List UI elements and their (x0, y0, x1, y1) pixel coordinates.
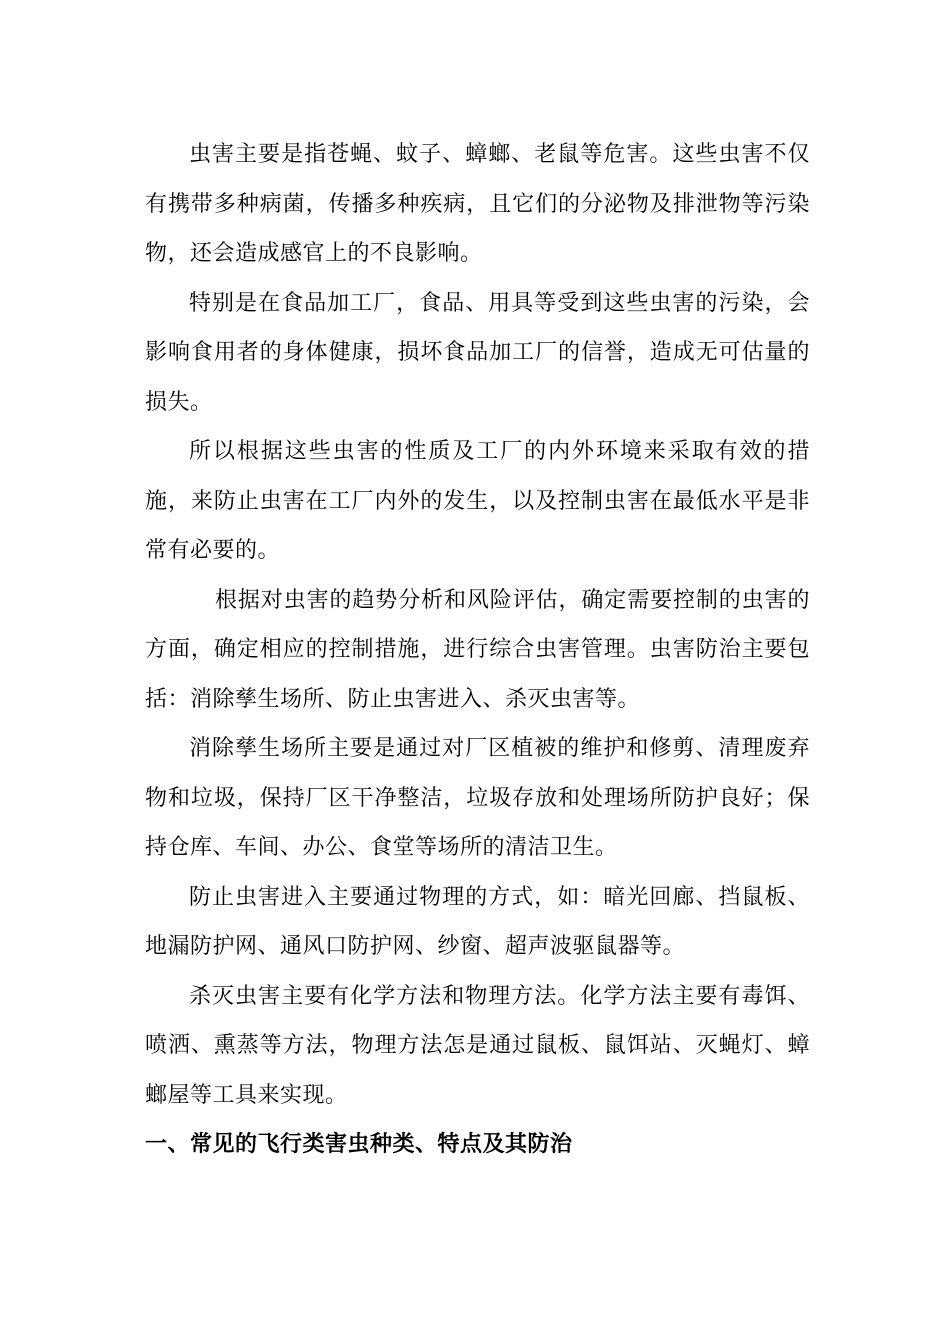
section-heading: 一、常见的飞行类害虫种类、特点及其防治 (145, 1132, 573, 1157)
paragraph-integrated-management: 根据对虫害的趋势分析和风险评估，确定需要控制的虫害的方面，确定相应的控制措施，进行综合虫害管理。虫害防治主要包括：消除孳生场所、防止虫害进入、杀灭虫害等。 (145, 587, 810, 712)
document-page (145, 130, 810, 1170)
paragraph-food-factory-impact: 特别是在食品加工厂，食品、用具等受到这些虫害的污染，会影响食用者的身体健康，损坏食品加工厂的信誉，造成无可估量的损失。 (145, 290, 810, 415)
paragraph-extermination-methods: 杀灭虫害主要有化学方法和物理方法。化学方法主要有毒饵、喷洒、熏蒸等方法，物理方法怎是通过鼠板、鼠饵站、灭蝇灯、蟑螂屋等工具来实现。 (145, 983, 810, 1108)
paragraph-breeding-elimination: 消除孳生场所主要是通过对厂区植被的维护和修剪、清理废弃物和垃圾，保持厂区干净整洁，垃圾存放和处理场所防护良好；保持仓库、车间、办公、食堂等场所的清洁卫生。 (145, 736, 810, 860)
paragraph-entry-prevention: 防止虫害进入主要通过物理的方式，如：暗光回廊、挡鼠板、地漏防护网、通风口防护网、纱窗、超声波驱鼠器等。 (145, 884, 810, 959)
paragraph-control-necessity: 所以根据这些虫害的性质及工厂的内外环境来采取有效的措施，来防止虫害在工厂内外的发生，以及控制虫害在最低水平是非常有必要的。 (145, 439, 810, 563)
paragraph-pest-definition: 虫害主要是指苍蝇、蚊子、蟑螂、老鼠等危害。这些虫害不仅有携带多种病菌，传播多种疾病，且它们的分泌物及排泄物等污染物，还会造成感官上的不良影响。 (145, 142, 810, 266)
